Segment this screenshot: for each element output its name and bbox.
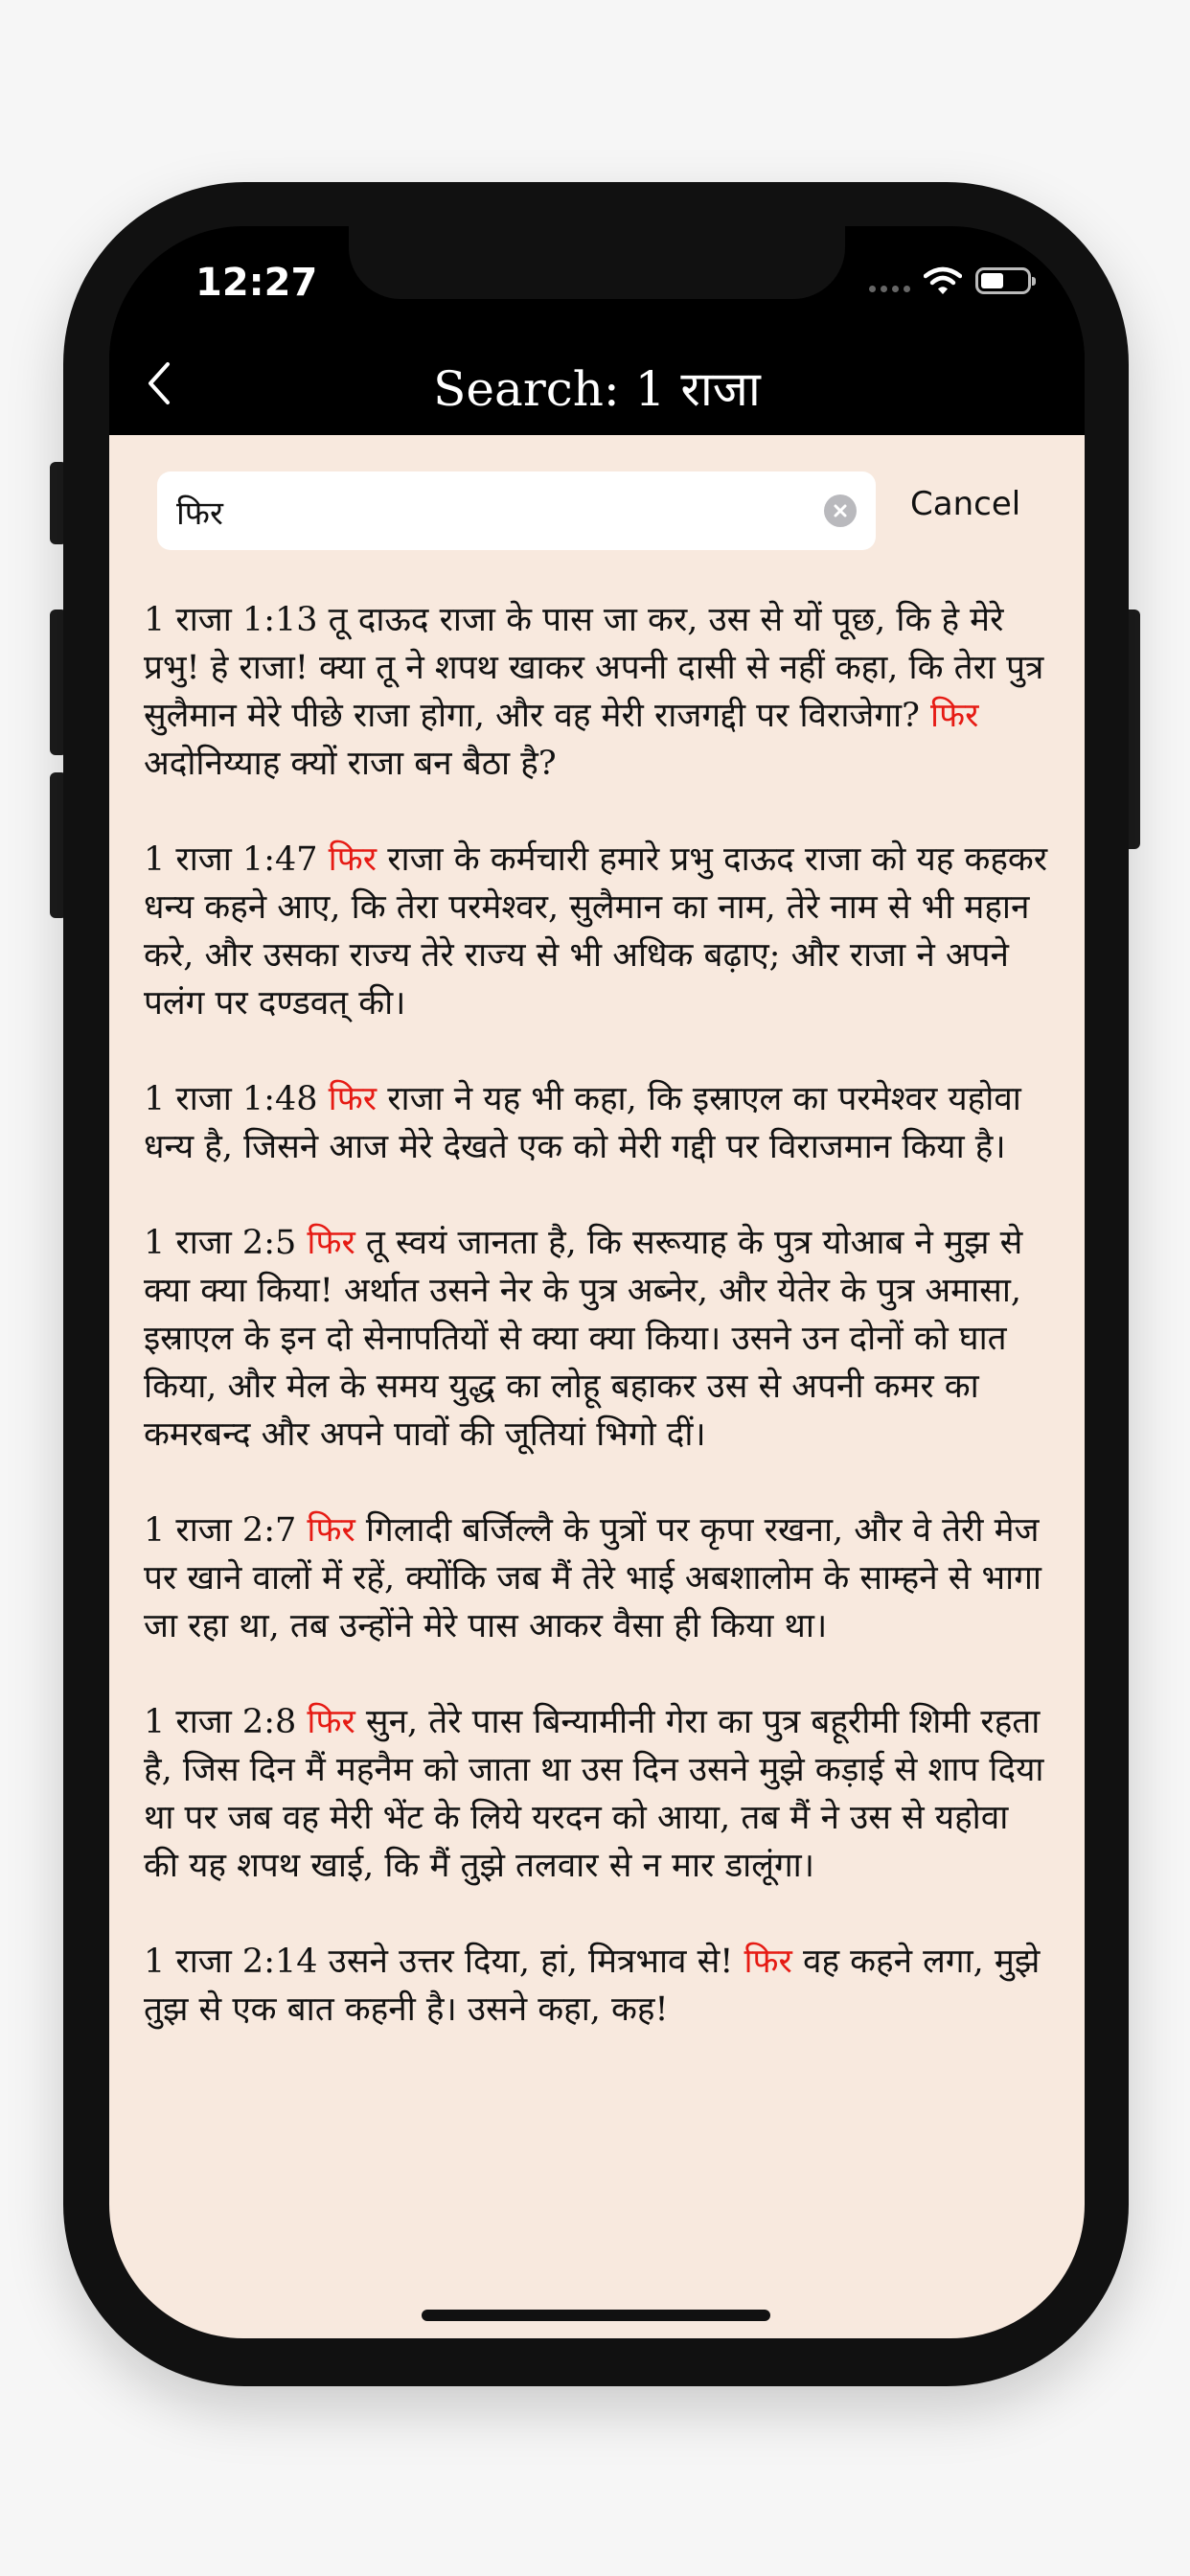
search-match-highlight: फिर <box>307 1511 355 1550</box>
search-match-highlight: फिर <box>744 1943 792 1981</box>
notch <box>349 226 845 299</box>
results-list <box>144 596 1050 2082</box>
status-time: 12:27 <box>195 261 318 305</box>
verse-reference: 1 राजा 2:8 <box>144 1703 297 1741</box>
cancel-button[interactable]: Cancel <box>910 485 1021 523</box>
verse-text-after: सुन, तेरे पास बिन्यामीनी गेरा का पुत्र बहूरीमी शिमी रहता है, जिस दिन मैं महनैम को जाता था उस दिन उसने मुझे कड़ाई से शाप दिया था पर जब वह मेरी भेंट के लिये यरदन को आया, तब मैं ने उस से यहोवा की यह शपथ खाई, कि मैं तुझे तलवार से न मार डालूंगा। <box>144 1703 1044 1885</box>
navigation-bar <box>109 332 1085 435</box>
status-icons <box>869 266 1031 295</box>
phone-screen <box>109 226 1085 2338</box>
search-results-view <box>109 435 1085 2338</box>
search-match-highlight: फिर <box>307 1703 355 1741</box>
clear-search-button[interactable] <box>824 494 857 527</box>
result-item[interactable] <box>144 1698 1050 1890</box>
verse-reference: 1 राजा 1:48 <box>144 1080 318 1118</box>
result-item[interactable] <box>144 836 1050 1027</box>
search-input[interactable] <box>174 483 791 540</box>
result-item[interactable] <box>144 1075 1050 1171</box>
result-item[interactable] <box>144 1938 1050 2034</box>
home-indicator[interactable] <box>422 2310 770 2321</box>
verse-reference: 1 राजा 1:13 <box>144 601 318 639</box>
verse-text-after: वह कहने लगा, मुझे तुझ से एक बात कहनी है। उसने कहा, कह! <box>144 1943 1041 2029</box>
verse-text-before: उसने उत्तर दिया, हां, मित्रभाव से! <box>328 1943 734 1981</box>
verse-reference: 1 राजा 2:7 <box>144 1511 297 1550</box>
verse-reference: 1 राजा 1:47 <box>144 840 318 879</box>
verse-text-after: राजा के कर्मचारी हमारे प्रभु दाऊद राजा को यह कहकर धन्य कहने आए, कि तेरा परमेश्वर, सुलैमान का नाम, तेरे नाम से भी महान करे, और उसका राज्य तेरे राज्य से भी अधिक बढ़ाए; और राजा ने अपने पलंग पर दण्डवत् की। <box>144 840 1048 1023</box>
result-item[interactable] <box>144 596 1050 788</box>
search-match-highlight: फिर <box>328 840 378 879</box>
battery-fill <box>981 273 1003 288</box>
cellular-signal-icon <box>869 269 910 292</box>
page-title: Search: 1 राजा <box>433 361 761 417</box>
verse-text-after: गिलादी बर्जिल्लै के पुत्रों पर कृपा रखना, और वे तेरी मेज पर खाने वालों में रहें, क्योंकि जब मैं तेरे भाई अबशालोम के साम्हने से भागा जा रहा था, तब उन्होंने मेरे पास आकर वैसा ही किया था। <box>144 1511 1041 1645</box>
verse-text-after: तू स्वयं जानता है, कि सरूयाह के पुत्र योआब ने मुझ से क्या क्या किया! अर्थात उसने नेर के पुत्र अब्नेर, और येतेर के पुत्र अमासा, इस्राएल के इन दो सेनापतियों से क्या क्या किया। उसने उन दोनों को घात किया, और मेल के समय युद्ध का लोहू बहाकर उस से अपनी कमर का कमरबन्द और अपने पावों की जूतियां भिगो दीं। <box>144 1224 1023 1454</box>
wifi-icon <box>924 266 962 295</box>
search-field-container <box>157 472 876 550</box>
verse-text-before: तू दाऊद राजा के पास जा कर, उस से यों पूछ, कि हे मेरे प्रभु! हे राजा! क्या तू ने शपथ खाकर अपनी दासी से नहीं कहा, कि तेरा पुत्र सुलैमान मेरे पीछे राजा होगा, और वह मेरी राजगद्दी पर विराजेगा? <box>144 601 1044 735</box>
verse-text-after: राजा ने यह भी कहा, कि इस्राएल का परमेश्वर यहोवा धन्य है, जिसने आज मेरे देखते एक को मेरी गद्दी पर विराजमान किया है। <box>144 1080 1021 1166</box>
search-match-highlight: फिर <box>328 1080 378 1118</box>
verse-text-after: अदोनिय्याह क्यों राजा बन बैठा है? <box>144 745 557 783</box>
battery-icon <box>975 267 1031 294</box>
result-item[interactable] <box>144 1219 1050 1459</box>
search-match-highlight: फिर <box>930 697 979 735</box>
result-item[interactable] <box>144 1506 1050 1650</box>
clear-circle-icon <box>832 502 849 519</box>
search-match-highlight: फिर <box>307 1224 355 1262</box>
search-bar <box>157 472 1048 552</box>
verse-reference: 1 राजा 2:14 <box>144 1943 318 1981</box>
verse-reference: 1 राजा 2:5 <box>144 1224 297 1262</box>
